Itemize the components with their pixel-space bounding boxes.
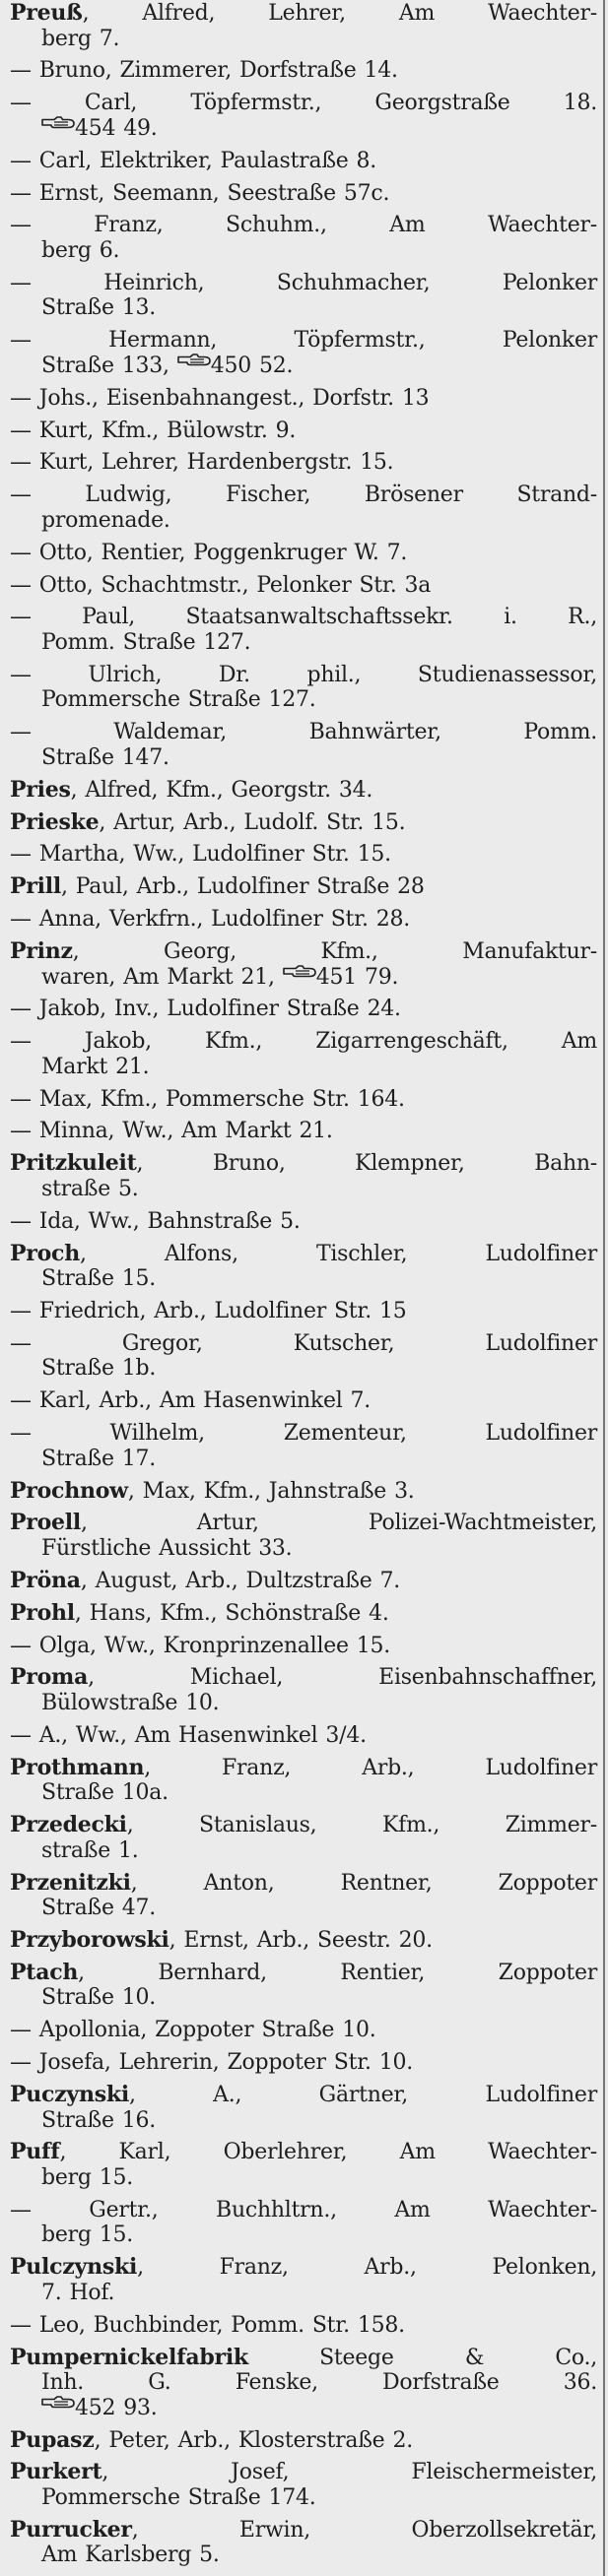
directory-entry: [10, 1723, 597, 1749]
directory-entry: [10, 1242, 597, 1292]
entry-line: — Olga, Ww., Kronprinzenallee 15.: [10, 1633, 391, 1658]
entry-continuation-line: Inh. G. Fenske, Dorfstraße 36.: [41, 2370, 597, 2396]
entry-line: — Ida, Ww., Bahnstraße 5.: [10, 1208, 301, 1234]
entry-continuation-line: straße 5.: [41, 1176, 139, 1201]
entry-line: — Martha, Ww., Ludolfiner Str. 15.: [10, 842, 391, 868]
entry-line: Prinz, Georg, Kfm., Manufaktur-: [10, 937, 597, 964]
entry-line: Pritzkuleit, Bruno, Klempner, Bahn-: [10, 1150, 597, 1177]
entry-line: Pulczynski, Franz, Arb., Pelonken,: [10, 2254, 597, 2281]
directory-entry: [10, 1961, 597, 2011]
directory-entry: [10, 1388, 597, 1414]
entry-line: — Gregor, Kutscher, Ludolfiner: [10, 1330, 597, 1356]
entry-line: — Ludwig, Fischer, Brösener Strand-: [10, 483, 597, 508]
directory-entry: [10, 1634, 597, 1659]
entry-line: — Johs., Eisenbahnangest., Dorfstr. 13: [10, 385, 430, 411]
column-rule: [603, 0, 605, 2576]
entry-continuation-line: straße 1.: [41, 1837, 139, 1863]
entry-line: — Carl, Töpfermstr., Georgstraße 18.: [10, 91, 597, 116]
directory-entry: [10, 1119, 597, 1144]
entry-continuation-line: berg 7.: [41, 26, 120, 51]
entry-line: — Heinrich, Schuhmacher, Pelonker: [10, 270, 597, 295]
entry-line: — Jakob, Inv., Ludolfiner Straße 24.: [10, 997, 401, 1022]
entry-line: Przyborowski, Ernst, Arb., Seestr. 20.: [10, 1927, 433, 1953]
entry-continuation-line: Am Karlsberg 5.: [41, 2543, 220, 2568]
directory-entry: [10, 1871, 597, 1921]
directory-entry: [10, 1511, 597, 1561]
entry-line: — Ernst, Seemann, Seestraße 57c.: [10, 180, 390, 206]
directory-entry: [10, 2140, 597, 2190]
directory-entry: [10, 483, 597, 533]
entry-continuation-line: 454 49.: [10, 116, 597, 142]
entry-continuation-line: berg 6.: [41, 238, 120, 263]
entry-line: Prohl, Hans, Kfm., Schönstraße 4.: [10, 1599, 389, 1626]
directory-entry: [10, 2518, 597, 2568]
entry-continuation-line: Straße 1b.: [41, 1356, 157, 1382]
entry-line: — Karl, Arb., Am Hasenwinkel 7.: [10, 1388, 372, 1414]
entry-line: Przenitzki, Anton, Rentner, Zoppoter: [10, 1869, 597, 1896]
directory-entry: [10, 2313, 597, 2339]
directory-entry: [10, 663, 597, 713]
entry-continuation-line: 7. Hof.: [41, 2280, 115, 2305]
directory-entry: [10, 810, 597, 836]
directory-entry: [10, 1756, 597, 1806]
directory-entry: [10, 181, 597, 207]
directory-entry: [10, 58, 597, 84]
directory-entry: [10, 907, 597, 933]
directory-entry: [10, 2198, 597, 2248]
entry-line: Purrucker, Erwin, Oberzollsekretär,: [10, 2516, 597, 2543]
entry-line: — Franz, Schuhm., Am Waechter-: [10, 213, 597, 238]
entry-continuation-line: berg 15.: [41, 2165, 133, 2190]
directory-entry: [10, 1299, 597, 1324]
entry-continuation-line: Straße 13.: [41, 295, 157, 321]
directory-entry: [10, 1479, 597, 1505]
telephone-hand-icon: [41, 116, 75, 131]
directory-entry: [10, 1601, 597, 1627]
entry-line: Prothmann, Franz, Arb., Ludolfiner: [10, 1754, 597, 1780]
directory-entry: [10, 1421, 597, 1471]
directory-entry: [10, 2346, 597, 2421]
entry-line: Purkert, Josef, Fleischermeister,: [10, 2459, 597, 2485]
entry-continuation-line: Straße 47.: [41, 1896, 157, 1921]
entry-continuation-line: Straße 133, 450 52.: [41, 353, 294, 378]
directory-entry: [10, 573, 597, 599]
directory-entry: [10, 997, 597, 1022]
directory-entry: [10, 2050, 597, 2076]
directory-entry: [10, 2083, 597, 2133]
entry-continuation-line: Straße 15.: [41, 1266, 157, 1292]
entry-line: Proma, Michael, Eisenbahnschaffner,: [10, 1664, 597, 1691]
directory-entry: [10, 1209, 597, 1235]
entry-continuation-line: Fürstliche Aussicht 33.: [41, 1536, 293, 1562]
entry-continuation-line: Pomm. Straße 127.: [41, 629, 251, 655]
entry-line: Przedecki, Stanislaus, Kfm., Zimmer-: [10, 1812, 597, 1838]
directory-entry: [10, 1331, 597, 1382]
directory-entry: [10, 450, 597, 476]
entry-continuation-line: promenade.: [41, 507, 170, 533]
entry-line: — Hermann, Töpfermstr., Pelonker: [10, 328, 597, 354]
entry-continuation-line: 452 93.: [10, 2396, 597, 2421]
entry-line: — Wilhelm, Zementeur, Ludolfiner: [10, 1421, 597, 1447]
entry-line: — Friedrich, Arb., Ludolfiner Str. 15: [10, 1299, 407, 1324]
entry-line: Prochnow, Max, Kfm., Jahnstraße 3.: [10, 1477, 415, 1504]
entry-continuation-line: berg 15.: [41, 2222, 133, 2248]
entry-line: Proch, Alfons, Tischler, Ludolfiner: [10, 1240, 597, 1266]
entry-line: — Otto, Schachtmstr., Pelonker Str. 3a: [10, 572, 432, 598]
entry-continuation-line: Pommersche Straße 127.: [41, 687, 316, 713]
directory-entry: [10, 1087, 597, 1113]
entry-continuation-line: Straße 10.: [41, 1985, 157, 2011]
entry-line: — Otto, Rentier, Poggenkruger W. 7.: [10, 540, 408, 565]
directory-entry: [10, 2018, 597, 2043]
directory-entry: [10, 1569, 597, 1594]
directory-entry: [10, 2428, 597, 2454]
directory-entry: [10, 2255, 597, 2305]
entry-continuation-line: Bülowstraße 10.: [41, 1691, 220, 1715]
entry-line: — Max, Kfm., Pommersche Str. 164.: [10, 1086, 405, 1112]
directory-entry: [10, 328, 597, 378]
entry-line: Prieske, Artur, Arb., Ludolf. Str. 15.: [10, 808, 406, 835]
directory-entry: [10, 271, 597, 321]
entry-continuation-line: Straße 10a.: [41, 1780, 169, 1806]
entry-line: Pröna, August, Arb., Dultzstraße 7.: [10, 1567, 400, 1593]
entry-line: — Apollonia, Zoppoter Straße 10.: [10, 2018, 376, 2043]
directory-entry: [10, 149, 597, 174]
entry-line: Prill, Paul, Arb., Ludolfiner Straße 28: [10, 873, 425, 900]
directory-entry: [10, 939, 597, 990]
entry-line: Puczynski, A., Gärtner, Ludolfiner: [10, 2081, 597, 2107]
entry-line: Pumpernickelfabrik Steege & Co.,: [10, 2344, 597, 2370]
directory-entry: [10, 874, 597, 900]
entry-line: — Leo, Buchbinder, Pomm. Str. 158.: [10, 2312, 405, 2338]
entry-line: Ptach, Bernhard, Rentier, Zoppoter: [10, 1959, 597, 1985]
entry-line: — Anna, Verkfrn., Ludolfiner Str. 28.: [10, 907, 410, 933]
entry-line: — A., Ww., Am Hasenwinkel 3/4.: [10, 1722, 367, 1748]
entry-line: — Kurt, Kfm., Bülowstr. 9.: [10, 418, 297, 443]
directory-entry: [10, 1665, 597, 1715]
directory-entry: [10, 1813, 597, 1863]
telephone-hand-icon: [41, 2396, 75, 2411]
directory-entry: [10, 842, 597, 868]
entry-line: — Minna, Ww., Am Markt 21.: [10, 1119, 333, 1144]
entry-continuation-line: Straße 16.: [41, 2107, 157, 2133]
directory-entry: [10, 213, 597, 263]
directory-entry: [10, 778, 597, 804]
entry-line: — Jakob, Kfm., Zigarrengeschäft, Am: [10, 1029, 597, 1055]
entry-line: — Ulrich, Dr. phil., Studienassessor,: [10, 662, 597, 687]
entry-line: — Waldemar, Bahnwärter, Pomm.: [10, 720, 597, 745]
entry-line: Proell, Artur, Polizei-Wachtmeister,: [10, 1510, 597, 1536]
directory-column: [10, 1, 597, 2575]
entry-continuation-line: Straße 147.: [41, 744, 169, 770]
directory-entry: [10, 605, 597, 655]
entry-continuation-line: Pommersche Straße 174.: [41, 2485, 316, 2511]
directory-entry: [10, 2460, 597, 2510]
directory-entry: [10, 91, 597, 141]
entry-line: — Josefa, Lehrerin, Zoppoter Str. 10.: [10, 2050, 414, 2076]
directory-entry: [10, 1151, 597, 1201]
entry-line: Pries, Alfred, Kfm., Georgstr. 34.: [10, 776, 373, 803]
entry-line: — Kurt, Lehrer, Hardenbergstr. 15.: [10, 450, 394, 476]
entry-line: Puff, Karl, Oberlehrer, Am Waechter-: [10, 2139, 597, 2165]
directory-entry: [10, 1, 597, 51]
telephone-hand-icon: [283, 965, 316, 980]
entry-continuation-line: Markt 21.: [41, 1054, 150, 1079]
entry-line: — Paul, Staatsanwaltschaftssekr. i. R.,: [10, 605, 597, 630]
directory-entry: [10, 541, 597, 566]
entry-line: — Bruno, Zimmerer, Dorfstraße 14.: [10, 58, 398, 84]
entry-line: — Carl, Elektriker, Paulastraße 8.: [10, 148, 377, 173]
directory-entry: [10, 1928, 597, 1954]
directory-entry: [10, 1029, 597, 1079]
entry-continuation-line: Straße 17.: [41, 1446, 157, 1471]
entry-line: — Gertr., Buchhltrn., Am Waechter-: [10, 2197, 597, 2222]
directory-entry: [10, 386, 597, 412]
entry-continuation-line: waren, Am Markt 21, 451 79.: [41, 964, 399, 990]
entry-line: Preuß, Alfred, Lehrer, Am Waechter-: [10, 0, 597, 26]
entry-line: Pupasz, Peter, Arb., Klosterstraße 2.: [10, 2426, 413, 2453]
directory-entry: [10, 720, 597, 770]
directory-entry: [10, 419, 597, 444]
telephone-hand-icon: [177, 354, 211, 368]
